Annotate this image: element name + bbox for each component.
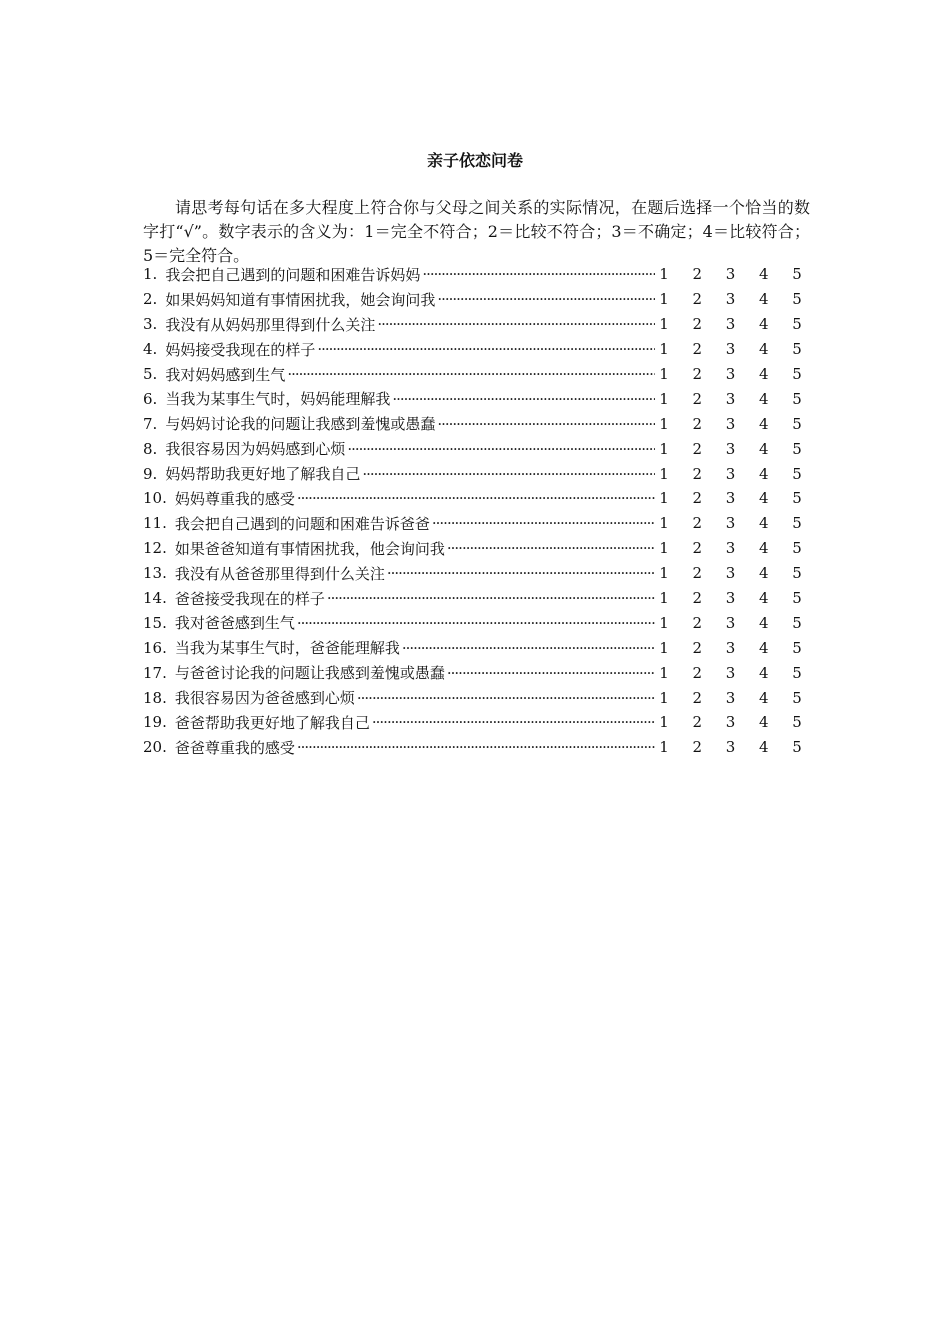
rating-option-1[interactable]: 1 [659, 564, 669, 583]
rating-option-3[interactable]: 3 [725, 713, 736, 732]
rating-scale [655, 514, 803, 532]
question-text: 妈妈帮助我更好地了解我自己 [165, 465, 361, 484]
rating-option-1[interactable]: 1 [659, 738, 669, 757]
question-text: 我没有从爸爸那里得到什么关注 [174, 564, 385, 583]
dot-leader [370, 713, 655, 731]
rating-option-5[interactable]: 5 [792, 315, 802, 334]
rating-scale [655, 265, 803, 283]
rating-option-2[interactable]: 2 [692, 389, 703, 408]
rating-option-4[interactable]: 4 [758, 713, 769, 732]
question-number: 5. [143, 365, 158, 383]
rating-option-4[interactable]: 4 [758, 539, 769, 558]
dot-leader [285, 365, 655, 383]
rating-option-5[interactable]: 5 [792, 663, 802, 682]
rating-option-3[interactable]: 3 [725, 464, 736, 483]
rating-scale [655, 689, 803, 707]
rating-option-2[interactable]: 2 [692, 738, 703, 757]
rating-option-1[interactable]: 1 [659, 265, 669, 284]
rating-option-1[interactable]: 1 [659, 340, 669, 359]
rating-option-2[interactable]: 2 [692, 315, 703, 334]
question-item [143, 312, 803, 337]
rating-option-2[interactable]: 2 [692, 564, 703, 583]
rating-option-4[interactable]: 4 [758, 290, 769, 309]
question-text: 我对爸爸感到生气 [174, 614, 295, 633]
rating-option-5[interactable]: 5 [792, 688, 802, 707]
rating-option-4[interactable]: 4 [758, 389, 769, 408]
question-item [143, 411, 803, 436]
rating-option-5[interactable]: 5 [792, 514, 802, 533]
question-text: 如果爸爸知道有事情困扰我，他会询问我 [174, 539, 445, 558]
rating-scale [655, 489, 803, 507]
question-item [143, 262, 803, 287]
question-item [143, 461, 803, 486]
rating-scale [655, 290, 803, 308]
question-number: 1. [143, 265, 158, 284]
question-item [143, 586, 803, 611]
rating-scale [655, 465, 803, 483]
rating-scale [655, 539, 803, 557]
rating-option-1[interactable]: 1 [659, 365, 669, 383]
rating-option-1[interactable]: 1 [659, 539, 669, 558]
rating-option-2[interactable]: 2 [692, 638, 703, 657]
question-item [143, 511, 803, 536]
rating-option-4[interactable]: 4 [758, 315, 769, 334]
rating-option-5[interactable]: 5 [792, 365, 802, 383]
rating-option-4[interactable]: 4 [758, 340, 769, 359]
dot-leader [400, 639, 655, 657]
question-number: 13. [143, 564, 167, 583]
rating-option-1[interactable]: 1 [659, 464, 669, 483]
rating-option-3[interactable]: 3 [725, 414, 736, 433]
rating-scale [655, 390, 803, 408]
question-number: 17. [143, 663, 167, 682]
rating-option-4[interactable]: 4 [758, 638, 769, 657]
question-number: 11. [143, 514, 167, 533]
rating-option-4[interactable]: 4 [758, 663, 769, 682]
question-text: 当我为某事生气时，妈妈能理解我 [165, 390, 391, 409]
rating-option-5[interactable]: 5 [792, 489, 802, 508]
question-text: 我很容易因为爸爸感到心烦 [174, 689, 355, 708]
rating-option-2[interactable]: 2 [692, 713, 703, 732]
dot-leader [435, 415, 655, 433]
question-text: 我很容易因为妈妈感到心烦 [165, 440, 346, 459]
rating-option-2[interactable]: 2 [692, 365, 703, 383]
dot-leader [315, 340, 655, 358]
rating-option-5[interactable]: 5 [792, 464, 802, 483]
rating-option-4[interactable]: 4 [758, 613, 769, 632]
question-text: 与妈妈讨论我的问题让我感到羞愧或愚蠢 [165, 415, 436, 434]
question-number: 6. [143, 389, 158, 408]
question-item [143, 386, 803, 411]
question-text: 当我为某事生气时，爸爸能理解我 [174, 639, 400, 658]
rating-option-5[interactable]: 5 [792, 265, 802, 284]
rating-option-5[interactable]: 5 [792, 539, 802, 558]
dot-leader [360, 465, 655, 483]
question-number: 19. [143, 713, 167, 732]
rating-option-3[interactable]: 3 [725, 439, 736, 458]
rating-option-1[interactable]: 1 [659, 414, 669, 433]
rating-option-3[interactable]: 3 [725, 514, 736, 533]
rating-option-5[interactable]: 5 [792, 638, 802, 657]
rating-option-5[interactable]: 5 [792, 340, 802, 359]
rating-option-5[interactable]: 5 [792, 564, 802, 583]
rating-option-1[interactable]: 1 [659, 489, 669, 508]
rating-scale [655, 738, 803, 756]
rating-option-3[interactable]: 3 [725, 564, 736, 583]
question-text: 与爸爸讨论我的问题让我感到羞愧或愚蠢 [174, 664, 445, 683]
rating-scale [655, 614, 803, 632]
question-text: 我会把自己遇到的问题和困难告诉妈妈 [165, 265, 421, 284]
question-number: 9. [143, 464, 158, 483]
rating-option-3[interactable]: 3 [725, 340, 736, 359]
rating-option-5[interactable]: 5 [792, 613, 802, 632]
question-text: 我没有从妈妈那里得到什么关注 [165, 315, 376, 334]
rating-option-2[interactable]: 2 [692, 663, 703, 682]
question-text: 如果妈妈知道有事情困扰我，她会询问我 [165, 290, 436, 309]
rating-option-5[interactable]: 5 [792, 713, 802, 732]
rating-option-3[interactable]: 3 [725, 365, 736, 383]
question-text: 我会把自己遇到的问题和困难告诉爸爸 [174, 514, 430, 533]
rating-option-2[interactable]: 2 [692, 439, 703, 458]
question-item [143, 486, 803, 511]
dot-leader [445, 539, 655, 557]
question-item [143, 685, 803, 710]
dot-leader [325, 589, 655, 607]
rating-option-4[interactable]: 4 [758, 489, 769, 508]
dot-leader [430, 514, 655, 532]
rating-option-2[interactable]: 2 [692, 539, 703, 558]
rating-option-3[interactable]: 3 [725, 489, 736, 508]
rating-option-3[interactable]: 3 [725, 265, 736, 284]
rating-option-3[interactable]: 3 [725, 389, 736, 408]
rating-option-1[interactable]: 1 [659, 439, 669, 458]
rating-option-3[interactable]: 3 [725, 613, 736, 632]
instructions-paragraph: 请思考每句话在多大程度上符合你与父母之间关系的实际情况，在题后选择一个恰当的数字打“√”。数字表示的含义为：1＝完全不符合；2＝比较不符合；3＝不确定；4＝比较符合；5＝完全符合。 [143, 198, 810, 265]
rating-option-1[interactable]: 1 [659, 389, 669, 408]
rating-option-3[interactable]: 3 [725, 290, 736, 309]
rating-option-3[interactable]: 3 [725, 738, 736, 757]
rating-scale [655, 713, 803, 731]
document-title: 亲子依恋问卷 [426, 151, 523, 170]
rating-scale [655, 415, 803, 433]
rating-option-1[interactable]: 1 [659, 663, 669, 682]
question-number: 15. [143, 613, 167, 632]
question-item [143, 635, 803, 660]
rating-option-4[interactable]: 4 [758, 589, 769, 608]
dot-leader [420, 265, 655, 283]
rating-option-1[interactable]: 1 [659, 688, 669, 707]
rating-option-3[interactable]: 3 [725, 589, 736, 608]
rating-option-4[interactable]: 4 [758, 365, 769, 383]
question-number: 14. [143, 589, 167, 608]
question-number: 2. [143, 290, 158, 309]
rating-option-4[interactable]: 4 [758, 688, 769, 707]
question-list [143, 262, 803, 760]
rating-option-5[interactable]: 5 [792, 589, 802, 608]
rating-option-4[interactable]: 4 [758, 265, 769, 284]
question-item [143, 735, 803, 760]
rating-option-1[interactable]: 1 [659, 514, 669, 533]
rating-option-3[interactable]: 3 [725, 663, 736, 682]
question-text: 爸爸帮助我更好地了解我自己 [174, 713, 370, 732]
rating-option-2[interactable]: 2 [692, 688, 703, 707]
dot-leader [375, 315, 655, 333]
question-text: 妈妈尊重我的感受 [174, 489, 295, 508]
question-number: 10. [143, 489, 167, 508]
question-item [143, 710, 803, 735]
rating-option-5[interactable]: 5 [792, 439, 802, 458]
rating-option-2[interactable]: 2 [692, 613, 703, 632]
question-number: 7. [143, 414, 158, 433]
question-item [143, 561, 803, 586]
question-item [143, 660, 803, 685]
rating-scale [655, 639, 803, 657]
question-number: 3. [143, 315, 158, 334]
dot-leader [385, 564, 655, 582]
rating-option-4[interactable]: 4 [758, 564, 769, 583]
question-item [143, 287, 803, 312]
rating-option-5[interactable]: 5 [792, 389, 802, 408]
rating-scale [655, 664, 803, 682]
rating-option-3[interactable]: 3 [725, 638, 736, 657]
rating-option-1[interactable]: 1 [659, 589, 669, 608]
question-item [143, 436, 803, 461]
rating-option-2[interactable]: 2 [692, 290, 703, 309]
rating-option-2[interactable]: 2 [692, 265, 703, 284]
rating-option-1[interactable]: 1 [659, 638, 669, 657]
question-item [143, 610, 803, 635]
question-number: 4. [143, 340, 158, 359]
question-text: 爸爸接受我现在的样子 [174, 589, 325, 608]
dot-leader [295, 614, 655, 632]
question-item [143, 536, 803, 561]
rating-option-1[interactable]: 1 [659, 613, 669, 632]
question-item [143, 362, 803, 387]
rating-option-5[interactable]: 5 [792, 738, 802, 757]
question-number: 20. [143, 738, 167, 757]
rating-scale [655, 440, 803, 458]
rating-option-3[interactable]: 3 [725, 539, 736, 558]
dot-leader [390, 390, 655, 408]
rating-option-3[interactable]: 3 [725, 315, 736, 334]
rating-option-4[interactable]: 4 [758, 514, 769, 533]
rating-option-5[interactable]: 5 [792, 290, 802, 309]
question-number: 12. [143, 539, 167, 558]
rating-option-2[interactable]: 2 [692, 489, 703, 508]
question-number: 8. [143, 439, 158, 458]
rating-option-2[interactable]: 2 [692, 414, 703, 433]
question-number: 18. [143, 688, 167, 707]
rating-option-4[interactable]: 4 [758, 439, 769, 458]
rating-option-3[interactable]: 3 [725, 688, 736, 707]
rating-scale [655, 315, 803, 333]
dot-leader [355, 689, 655, 707]
dot-leader [435, 290, 655, 308]
rating-option-2[interactable]: 2 [692, 464, 703, 483]
dot-leader [345, 440, 655, 458]
rating-option-1[interactable]: 1 [659, 315, 669, 334]
rating-option-2[interactable]: 2 [692, 589, 703, 608]
rating-scale [655, 589, 803, 607]
rating-option-1[interactable]: 1 [659, 290, 669, 309]
rating-option-4[interactable]: 4 [758, 738, 769, 757]
question-text: 爸爸尊重我的感受 [174, 738, 295, 757]
rating-option-4[interactable]: 4 [758, 464, 769, 483]
rating-option-2[interactable]: 2 [692, 514, 703, 533]
question-item [143, 337, 803, 362]
rating-scale [655, 365, 803, 383]
rating-scale [655, 340, 803, 358]
dot-leader [295, 738, 655, 756]
question-number: 16. [143, 638, 167, 657]
rating-option-5[interactable]: 5 [792, 414, 802, 433]
dot-leader [445, 664, 655, 682]
rating-scale [655, 564, 803, 582]
rating-option-4[interactable]: 4 [758, 414, 769, 433]
rating-option-1[interactable]: 1 [659, 713, 669, 732]
rating-option-2[interactable]: 2 [692, 340, 703, 359]
question-text: 我对妈妈感到生气 [165, 365, 286, 384]
question-text: 妈妈接受我现在的样子 [165, 340, 316, 359]
dot-leader [295, 489, 655, 507]
